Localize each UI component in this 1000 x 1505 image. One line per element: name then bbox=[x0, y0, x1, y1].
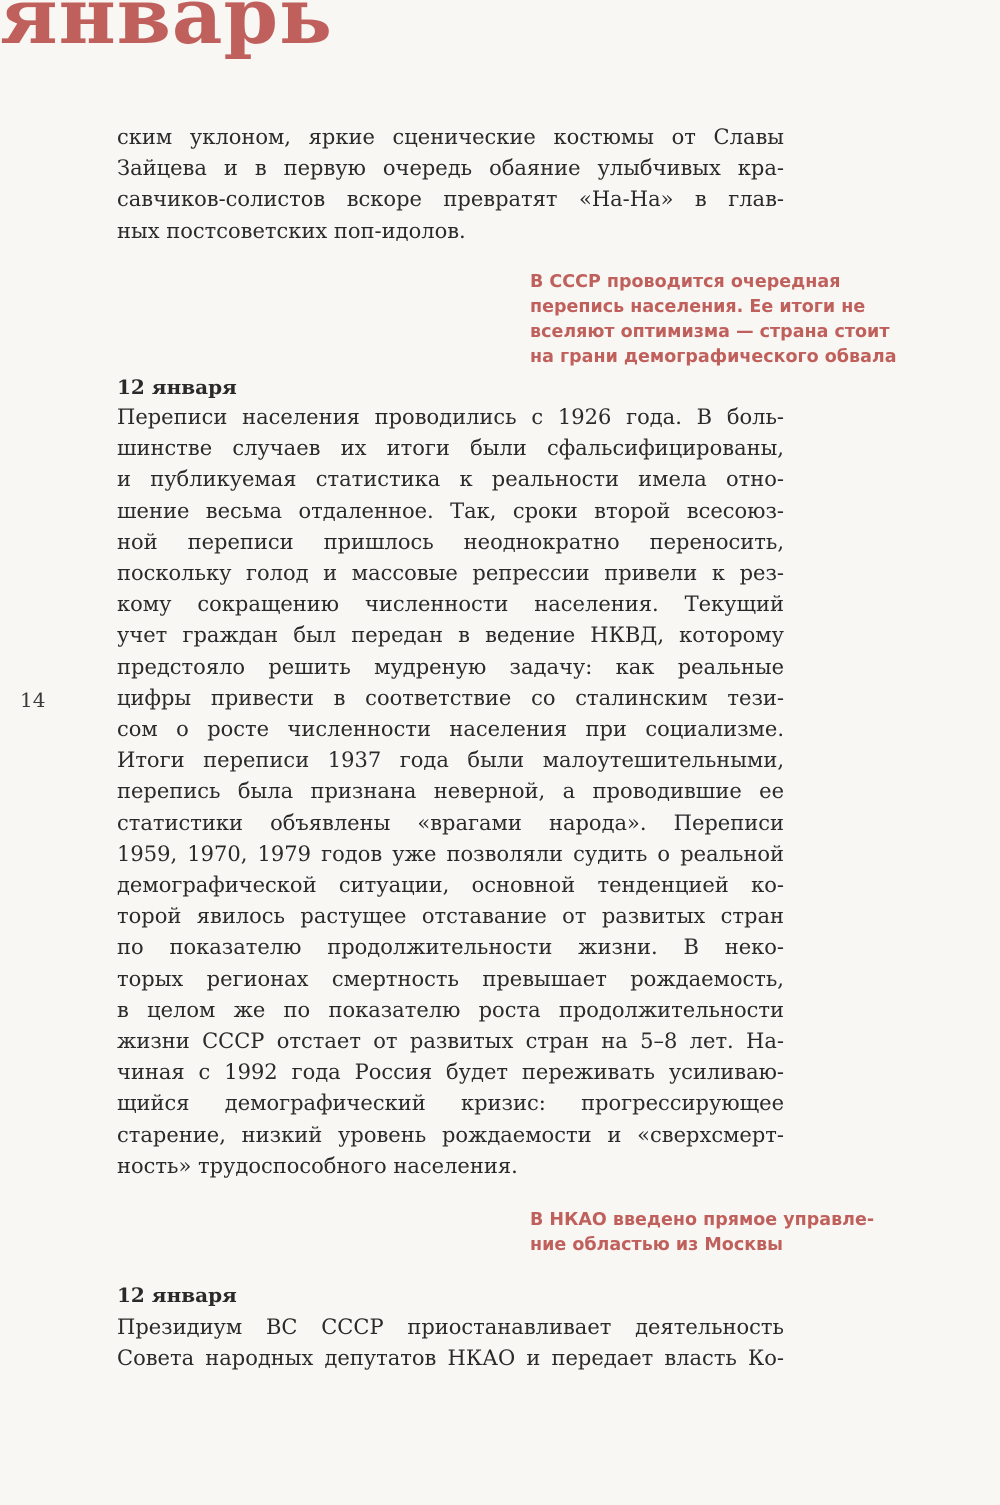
text-line: цифры привести в соответствие со сталинским тези- bbox=[117, 685, 784, 710]
text-line: жизни СССР отстает от развитых стран на 5–8 лет. На- bbox=[117, 1029, 784, 1054]
text-line: торых регионах смертность превышает рождаемость, bbox=[117, 966, 784, 991]
intro-paragraph bbox=[117, 122, 784, 247]
text-line: и публикуемая статистика к реальности имела отно- bbox=[117, 467, 784, 492]
text-line: торой явилось растущее отставание от развитых стран bbox=[117, 904, 784, 929]
text-line: перепись была признана неверной, а проводившие ее bbox=[117, 779, 784, 804]
text-line: чиная с 1992 года Россия будет переживать усиливаю- bbox=[117, 1060, 784, 1085]
text-line: савчиков-солистов вскоре превратят «На-На» в глав- bbox=[117, 187, 784, 212]
text-line: Совета народных депутатов НКАО и передает власть Ко- bbox=[117, 1346, 784, 1371]
text-line: шение весьма отдаленное. Так, сроки второй всесоюз- bbox=[117, 498, 784, 523]
text-line: предстояло решить мудреную задачу: как реальные bbox=[117, 654, 784, 679]
text-line: Зайцева и в первую очередь обаяние улыбчивых кра- bbox=[117, 156, 784, 181]
text-line: ных постсоветских поп-идолов. bbox=[117, 218, 466, 243]
text-line: поскольку голод и массовые репрессии привели к рез- bbox=[117, 561, 784, 586]
text-line: вселяют оптимизма — страна стоит bbox=[530, 322, 890, 342]
text-line: старение, низкий уровень рождаемости и «сверхсмерт- bbox=[117, 1122, 784, 1147]
text-line: Итоги переписи 1937 года были малоутешительными, bbox=[117, 748, 784, 773]
text-line: ность» трудоспособного населения. bbox=[117, 1153, 518, 1178]
page-number: 14 bbox=[20, 688, 46, 712]
text-line: ной переписи пришлось неоднократно переносить, bbox=[117, 529, 784, 554]
entry-date-census: 12 января bbox=[117, 375, 237, 399]
text-line: по показателю продолжительности жизни. В неко- bbox=[117, 935, 784, 960]
running-head: январь bbox=[0, 0, 333, 62]
entry-date-nkao: 12 января bbox=[117, 1283, 237, 1307]
text-line: В СССР проводится очередная bbox=[530, 272, 841, 292]
text-line: щийся демографический кризис: прогрессирующее bbox=[117, 1091, 784, 1116]
text-line: на грани демографического обвала bbox=[530, 347, 897, 367]
text-line: ским уклоном, яркие сценические костюмы от Славы bbox=[117, 125, 784, 149]
text-line: демографической ситуации, основной тенденцией ко- bbox=[117, 873, 784, 898]
entry-body-nkao bbox=[117, 1312, 784, 1374]
text-line: сом о росте численности населения при социализме. bbox=[117, 717, 784, 742]
text-line: В НКАО введено прямое управле- bbox=[530, 1210, 875, 1230]
text-line: статистики объявлены «врагами народа». Переписи bbox=[117, 810, 784, 835]
sidebar-note-census bbox=[530, 270, 930, 370]
text-line: Переписи населения проводились с 1926 года. В боль- bbox=[117, 405, 784, 429]
text-line: перепись населения. Ее итоги не bbox=[530, 297, 866, 317]
entry-body-census bbox=[117, 402, 784, 1182]
text-line: Президиум ВС СССР приостанавливает деятельность bbox=[117, 1315, 784, 1339]
text-line: учет граждан был передан в ведение НКВД, которому bbox=[117, 623, 784, 648]
text-line: в целом же по показателю роста продолжительности bbox=[117, 997, 784, 1022]
text-line: 1959, 1970, 1979 годов уже позволяли судить о реальной bbox=[117, 841, 784, 866]
text-line: шинстве случаев их итоги были сфальсифицированы, bbox=[117, 436, 784, 461]
text-line: ние областью из Москвы bbox=[530, 1235, 783, 1255]
text-line: кому сокращению численности населения. Текущий bbox=[117, 592, 784, 617]
sidebar-note-nkao bbox=[530, 1208, 930, 1258]
